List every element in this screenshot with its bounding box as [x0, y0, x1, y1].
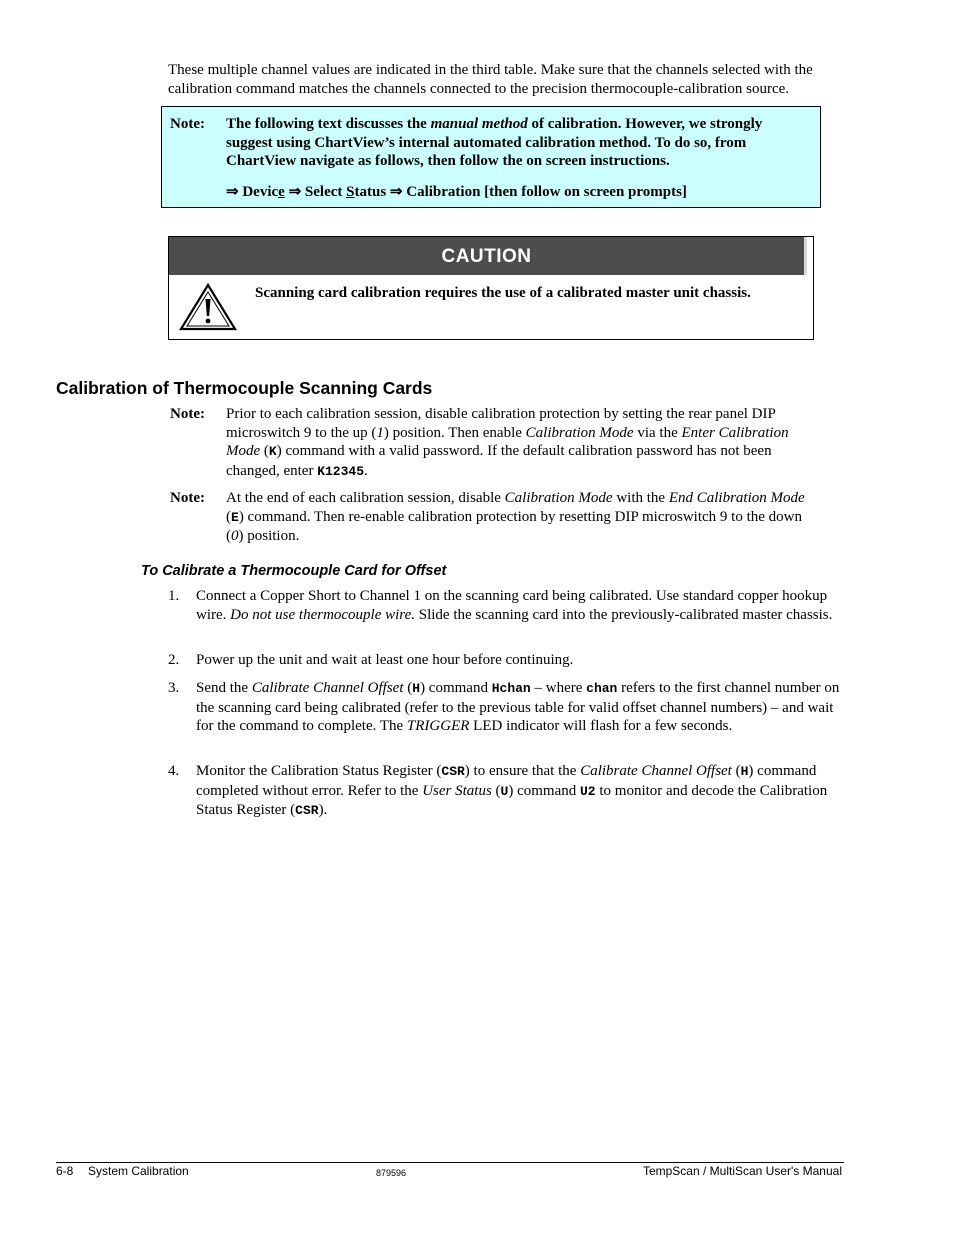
note-box: [161, 106, 821, 208]
note2-label: Note:: [170, 490, 205, 506]
caution-title: CAUTION: [169, 237, 807, 275]
caution-text: Scanning card calibration requires the use of a calibrated master unit chassis.: [255, 285, 751, 301]
arrow-icon: ⇒: [389, 184, 403, 200]
step-number: 2.: [168, 652, 180, 668]
step-3-text: Send the Calibrate Channel Offset (H) command Hchan – where chan refers to the first channel number on the scanning card being calibrated (refer to the previous table for valid offset channel numbers) – and wait for the command to complete. The TRIGGER LED indicator will flash for a few seconds.: [196, 680, 840, 734]
step-number: 3.: [168, 680, 180, 696]
navigation-path: ⇒ Device ⇒ Select Status ⇒ Calibration [then follow on screen prompts]: [226, 184, 687, 200]
footer-chapter: System Calibration: [88, 1164, 189, 1178]
footer-page-number: 6-8: [56, 1164, 74, 1178]
arrow-icon: ⇒: [288, 184, 302, 200]
note-label: Note:: [170, 116, 205, 132]
footer-doc-code: 879596: [376, 1168, 407, 1178]
note1-text: Prior to each calibration session, disable calibration protection by setting the rear panel DIP microswitch 9 to the up (1) position. Then enable Calibration Mode via the Enter Calibration Mode (K) command with a valid password. If the default calibration password has not been changed, enter K12345.: [226, 406, 789, 479]
section-heading: Calibration of Thermocouple Scanning Cards: [56, 378, 433, 398]
intro-paragraph: These multiple channel values are indicated in the third table. Make sure that the channels selected with the calibration command matches the channels connected to the precision thermocouple-calibration source.: [168, 62, 813, 97]
note-text: The following text discusses the manual method of calibration. However, we strongly suggest using ChartView’s internal automated calibration method. To do so, from ChartView navigate as follows, then follow the on screen instructions.: [226, 116, 763, 169]
warning-triangle-icon: [179, 282, 237, 332]
step-number: 1.: [168, 588, 180, 604]
note2-text: At the end of each calibration session, disable Calibration Mode with the End Calibration Mode (E) command. Then re-enable calibration protection by resetting DIP microswitch 9 to the down (0) position.: [226, 490, 805, 544]
step-4-text: Monitor the Calibration Status Register (CSR) to ensure that the Calibrate Channel Offset (H) command completed without error. Refer to the User Status (U) command U2 to monitor and decode the Calibration Status Register (CSR).: [196, 763, 828, 818]
caution-box: [168, 236, 814, 340]
subsection-heading: To Calibrate a Thermocouple Card for Offset: [141, 563, 447, 579]
note1-label: Note:: [170, 406, 205, 422]
step-number: 4.: [168, 763, 180, 779]
step-1-text: Connect a Copper Short to Channel 1 on the scanning card being calibrated. Use standard copper hookup wire. Do not use thermocouple wire. Slide the scanning card into the previously-calibrated master chassis.: [196, 588, 833, 623]
footer-divider: [56, 1162, 844, 1163]
step-2-text: Power up the unit and wait at least one hour before continuing.: [196, 652, 574, 668]
footer-manual-title: TempScan / MultiScan User's Manual: [642, 1164, 842, 1178]
arrow-icon: ⇒: [226, 184, 239, 200]
